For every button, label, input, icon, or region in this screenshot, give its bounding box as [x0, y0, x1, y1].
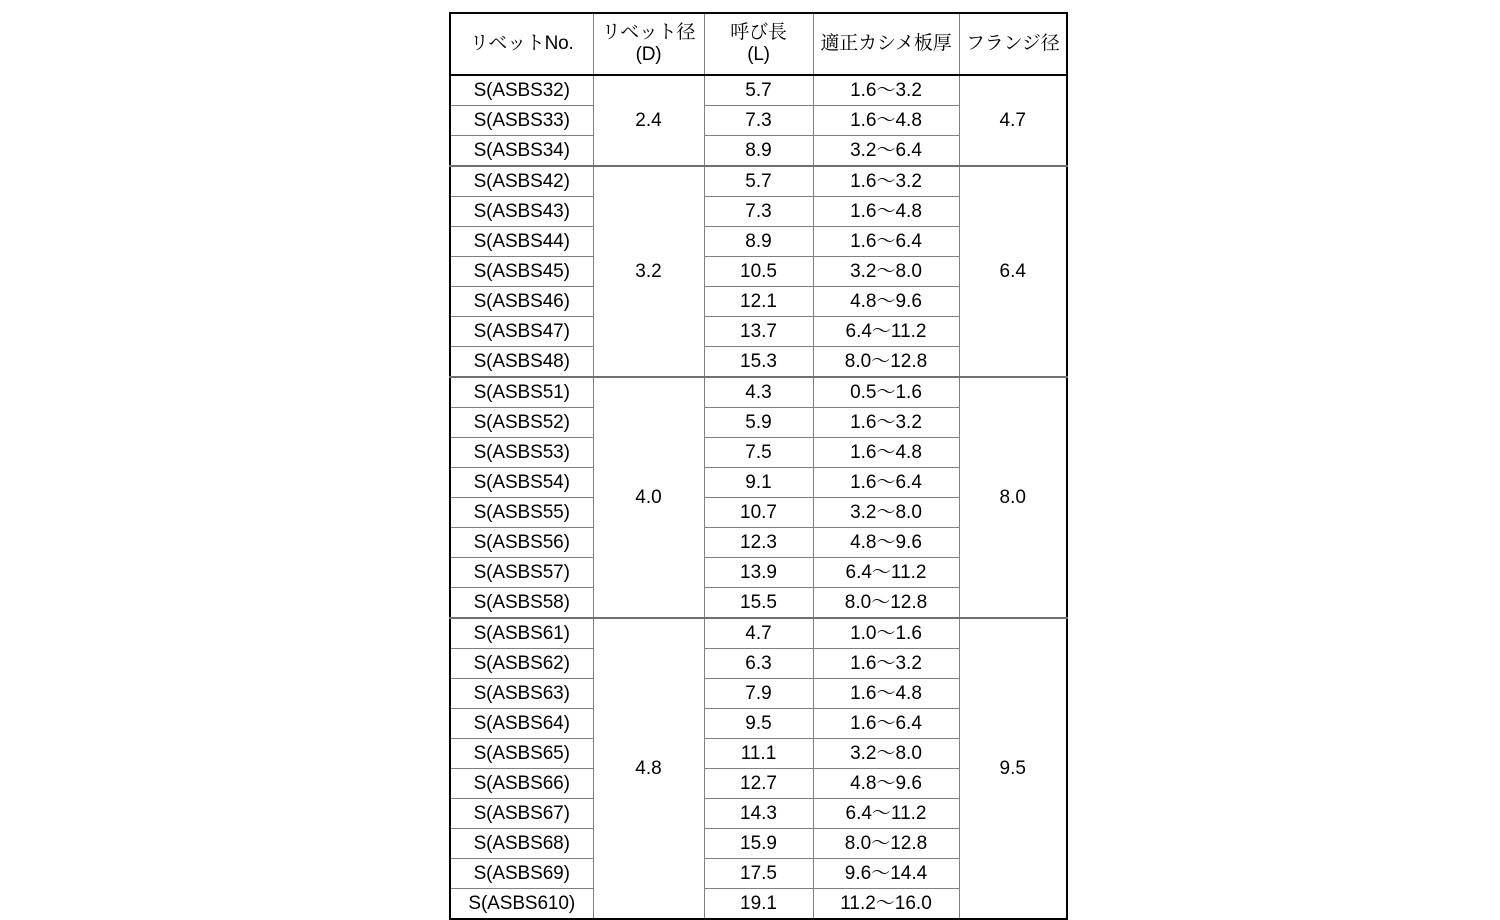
column-header-rivet-diameter — [593, 13, 704, 75]
cell-grip-range: 6.4〜11.2 — [813, 317, 959, 347]
cell-grip-range: 1.0〜1.6 — [813, 618, 959, 649]
cell-nominal-length: 17.5 — [704, 859, 813, 889]
cell-rivet-no: S(ASBS55) — [450, 498, 593, 528]
cell-nominal-length: 10.5 — [704, 257, 813, 287]
cell-rivet-no: S(ASBS54) — [450, 468, 593, 498]
cell-grip-range: 3.2〜6.4 — [813, 136, 959, 167]
cell-flange-diameter: 9.5 — [959, 618, 1067, 919]
cell-flange-diameter: 4.7 — [959, 75, 1067, 166]
cell-rivet-no: S(ASBS52) — [450, 408, 593, 438]
cell-nominal-length: 15.9 — [704, 829, 813, 859]
cell-rivet-no: S(ASBS58) — [450, 588, 593, 619]
cell-rivet-no: S(ASBS34) — [450, 136, 593, 167]
column-header-grip-range-line1: 適正カシメ板厚 — [820, 33, 952, 55]
cell-grip-range: 0.5〜1.6 — [813, 377, 959, 408]
cell-rivet-no: S(ASBS51) — [450, 377, 593, 408]
cell-rivet-no: S(ASBS46) — [450, 287, 593, 317]
cell-rivet-diameter: 4.8 — [593, 618, 704, 919]
cell-nominal-length: 11.1 — [704, 739, 813, 769]
cell-nominal-length: 13.7 — [704, 317, 813, 347]
cell-flange-diameter: 8.0 — [959, 377, 1067, 618]
cell-nominal-length: 8.9 — [704, 227, 813, 257]
cell-nominal-length: 9.5 — [704, 709, 813, 739]
cell-rivet-no: S(ASBS62) — [450, 649, 593, 679]
cell-grip-range: 4.8〜9.6 — [813, 528, 959, 558]
cell-rivet-no: S(ASBS57) — [450, 558, 593, 588]
cell-grip-range: 8.0〜12.8 — [813, 347, 959, 378]
cell-grip-range: 3.2〜8.0 — [813, 257, 959, 287]
cell-grip-range: 8.0〜12.8 — [813, 829, 959, 859]
cell-grip-range: 1.6〜3.2 — [813, 649, 959, 679]
cell-rivet-no: S(ASBS45) — [450, 257, 593, 287]
cell-grip-range: 11.2〜16.0 — [813, 889, 959, 920]
cell-nominal-length: 12.7 — [704, 769, 813, 799]
table-row — [450, 75, 1067, 106]
cell-nominal-length: 8.9 — [704, 136, 813, 167]
cell-rivet-no: S(ASBS64) — [450, 709, 593, 739]
table-row — [450, 166, 1067, 197]
cell-nominal-length: 14.3 — [704, 799, 813, 829]
table-row — [450, 377, 1067, 408]
cell-nominal-length: 5.7 — [704, 75, 813, 106]
cell-rivet-no: S(ASBS47) — [450, 317, 593, 347]
cell-nominal-length: 15.5 — [704, 588, 813, 619]
cell-grip-range: 1.6〜6.4 — [813, 227, 959, 257]
cell-nominal-length: 9.1 — [704, 468, 813, 498]
column-header-rivet-no — [450, 13, 593, 75]
table-header-row — [450, 13, 1067, 75]
cell-grip-range: 3.2〜8.0 — [813, 739, 959, 769]
column-header-nominal-length-line2: (L) — [747, 44, 770, 65]
cell-grip-range: 1.6〜4.8 — [813, 197, 959, 227]
cell-rivet-no: S(ASBS48) — [450, 347, 593, 378]
cell-grip-range: 9.6〜14.4 — [813, 859, 959, 889]
cell-rivet-no: S(ASBS33) — [450, 106, 593, 136]
column-header-nominal-length — [704, 13, 813, 75]
cell-grip-range: 4.8〜9.6 — [813, 769, 959, 799]
cell-grip-range: 1.6〜3.2 — [813, 408, 959, 438]
column-header-rivet-diameter-line2: (D) — [635, 44, 662, 65]
cell-rivet-diameter: 3.2 — [593, 166, 704, 377]
cell-nominal-length: 13.9 — [704, 558, 813, 588]
cell-nominal-length: 7.5 — [704, 438, 813, 468]
cell-grip-range: 1.6〜4.8 — [813, 438, 959, 468]
cell-nominal-length: 5.9 — [704, 408, 813, 438]
cell-rivet-no: S(ASBS32) — [450, 75, 593, 106]
cell-nominal-length: 4.7 — [704, 618, 813, 649]
cell-rivet-no: S(ASBS56) — [450, 528, 593, 558]
table-row — [450, 618, 1067, 649]
cell-nominal-length: 6.3 — [704, 649, 813, 679]
cell-rivet-no: S(ASBS67) — [450, 799, 593, 829]
cell-rivet-no: S(ASBS68) — [450, 829, 593, 859]
cell-nominal-length: 12.1 — [704, 287, 813, 317]
column-header-grip-range — [813, 13, 959, 75]
column-header-nominal-length-line1: 呼び長 — [730, 22, 787, 44]
cell-grip-range: 1.6〜3.2 — [813, 166, 959, 197]
cell-rivet-no: S(ASBS61) — [450, 618, 593, 649]
cell-grip-range: 6.4〜11.2 — [813, 558, 959, 588]
cell-nominal-length: 10.7 — [704, 498, 813, 528]
cell-rivet-diameter: 4.0 — [593, 377, 704, 618]
cell-rivet-no: S(ASBS42) — [450, 166, 593, 197]
column-header-rivet-diameter-line1: リベット径 — [601, 22, 696, 44]
cell-rivet-no: S(ASBS65) — [450, 739, 593, 769]
cell-rivet-no: S(ASBS610) — [450, 889, 593, 920]
cell-nominal-length: 4.3 — [704, 377, 813, 408]
cell-nominal-length: 15.3 — [704, 347, 813, 378]
column-header-flange-diameter-line1: フランジ径 — [965, 33, 1060, 55]
cell-grip-range: 1.6〜4.8 — [813, 106, 959, 136]
cell-grip-range: 1.6〜3.2 — [813, 75, 959, 106]
column-header-flange-diameter — [959, 13, 1067, 75]
cell-rivet-diameter: 2.4 — [593, 75, 704, 166]
cell-rivet-no: S(ASBS53) — [450, 438, 593, 468]
cell-grip-range: 1.6〜4.8 — [813, 679, 959, 709]
cell-rivet-no: S(ASBS44) — [450, 227, 593, 257]
cell-nominal-length: 5.7 — [704, 166, 813, 197]
cell-rivet-no: S(ASBS63) — [450, 679, 593, 709]
cell-nominal-length: 7.3 — [704, 106, 813, 136]
cell-grip-range: 1.6〜6.4 — [813, 709, 959, 739]
cell-rivet-no: S(ASBS43) — [450, 197, 593, 227]
cell-grip-range: 3.2〜8.0 — [813, 498, 959, 528]
table-body — [450, 75, 1067, 919]
cell-nominal-length: 7.9 — [704, 679, 813, 709]
cell-rivet-no: S(ASBS66) — [450, 769, 593, 799]
table-header — [450, 13, 1067, 75]
cell-nominal-length: 7.3 — [704, 197, 813, 227]
cell-grip-range: 1.6〜6.4 — [813, 468, 959, 498]
cell-grip-range: 6.4〜11.2 — [813, 799, 959, 829]
cell-grip-range: 8.0〜12.8 — [813, 588, 959, 619]
column-header-rivet-no-line1: リベットNo. — [469, 33, 574, 55]
cell-nominal-length: 19.1 — [704, 889, 813, 920]
rivet-specification-table — [449, 12, 1068, 920]
cell-nominal-length: 12.3 — [704, 528, 813, 558]
cell-grip-range: 4.8〜9.6 — [813, 287, 959, 317]
cell-flange-diameter: 6.4 — [959, 166, 1067, 377]
cell-rivet-no: S(ASBS69) — [450, 859, 593, 889]
